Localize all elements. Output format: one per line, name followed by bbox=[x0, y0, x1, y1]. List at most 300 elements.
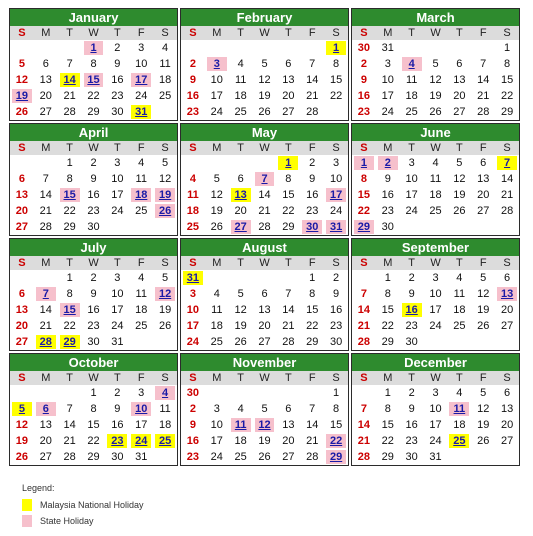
day-cell bbox=[58, 40, 82, 56]
day-number: 31 bbox=[329, 221, 343, 233]
day-cell bbox=[276, 72, 300, 88]
day-cell bbox=[424, 187, 448, 203]
state-holiday-day[interactable] bbox=[324, 449, 348, 465]
day-number: 31 bbox=[381, 42, 394, 54]
day-number: 22 bbox=[329, 90, 343, 102]
day-cell bbox=[276, 433, 300, 449]
week-row bbox=[352, 88, 519, 104]
day-cell bbox=[471, 417, 495, 433]
day-cell bbox=[34, 72, 58, 88]
week-row bbox=[181, 318, 348, 334]
week-row bbox=[352, 72, 519, 88]
day-cell bbox=[276, 270, 300, 286]
day-cell bbox=[34, 417, 58, 433]
day-number: 6 bbox=[237, 173, 244, 185]
weekday-label: T bbox=[237, 372, 245, 384]
day-cell bbox=[205, 433, 229, 449]
day-number: 14 bbox=[63, 419, 76, 431]
day-cell bbox=[229, 286, 253, 302]
national-holiday-day[interactable] bbox=[153, 433, 177, 449]
day-cell bbox=[276, 302, 300, 318]
weekday-label: T bbox=[66, 27, 74, 39]
weekday-label: T bbox=[456, 257, 463, 269]
day-number: 4 bbox=[189, 173, 196, 185]
day-number: 15 bbox=[63, 304, 76, 316]
day-cell bbox=[300, 171, 324, 187]
day-cell bbox=[300, 286, 324, 302]
day-cell bbox=[276, 401, 300, 417]
day-number: 9 bbox=[408, 403, 415, 415]
weekday-label: S bbox=[161, 27, 169, 39]
day-cell bbox=[10, 433, 34, 449]
state-holiday-day[interactable] bbox=[229, 417, 253, 433]
day-cell bbox=[424, 449, 448, 465]
day-number: 29 bbox=[87, 106, 100, 118]
national-holiday-day[interactable] bbox=[58, 334, 82, 350]
state-holiday-day[interactable] bbox=[153, 385, 177, 401]
week-row bbox=[181, 449, 348, 465]
day-cell bbox=[300, 318, 324, 334]
day-cell bbox=[105, 155, 129, 171]
day-cell bbox=[447, 104, 471, 120]
weekday-label: M bbox=[212, 27, 222, 39]
day-cell bbox=[471, 334, 495, 350]
national-holiday-day[interactable] bbox=[229, 187, 253, 203]
day-number: 6 bbox=[18, 173, 25, 185]
day-number: 19 bbox=[453, 189, 466, 201]
day-cell bbox=[82, 155, 106, 171]
day-number: 28 bbox=[477, 106, 490, 118]
day-cell bbox=[400, 449, 424, 465]
day-cell bbox=[153, 88, 177, 104]
day-number: 7 bbox=[42, 173, 49, 185]
legend-item-state bbox=[22, 513, 144, 529]
day-cell bbox=[471, 104, 495, 120]
weekday-header bbox=[352, 256, 519, 270]
state-holiday-day[interactable] bbox=[324, 187, 348, 203]
day-cell bbox=[10, 318, 34, 334]
day-cell bbox=[205, 88, 229, 104]
day-number: 24 bbox=[111, 320, 124, 332]
day-number: 24 bbox=[135, 435, 148, 447]
day-cell bbox=[129, 270, 153, 286]
day-cell bbox=[229, 72, 253, 88]
week-row bbox=[10, 302, 177, 318]
weekday-label: T bbox=[285, 372, 292, 384]
day-cell bbox=[105, 385, 129, 401]
day-number: 12 bbox=[453, 173, 466, 185]
day-cell bbox=[58, 270, 82, 286]
day-number: 11 bbox=[159, 58, 171, 70]
state-holiday-day[interactable] bbox=[153, 203, 177, 219]
day-number: 25 bbox=[405, 106, 418, 118]
weekday-label: S bbox=[360, 372, 368, 384]
day-number: 2 bbox=[189, 403, 196, 415]
day-number: 24 bbox=[186, 336, 200, 348]
month-april bbox=[9, 123, 178, 236]
weekday-label: F bbox=[137, 142, 145, 154]
week-row bbox=[181, 203, 348, 219]
day-number: 17 bbox=[405, 189, 418, 201]
day-number: 10 bbox=[135, 58, 148, 70]
day-number: 18 bbox=[405, 90, 418, 102]
day-number: 6 bbox=[18, 288, 25, 300]
day-cell bbox=[447, 40, 471, 56]
day-number: 23 bbox=[87, 320, 100, 332]
national-holiday-day[interactable] bbox=[181, 270, 205, 286]
day-number: 6 bbox=[285, 403, 292, 415]
day-cell bbox=[105, 401, 129, 417]
day-cell bbox=[205, 302, 229, 318]
day-number: 17 bbox=[429, 304, 442, 316]
day-number: 3 bbox=[408, 157, 415, 169]
day-number: 12 bbox=[258, 419, 271, 431]
day-cell bbox=[229, 401, 253, 417]
day-number: 12 bbox=[158, 288, 172, 300]
day-number: 10 bbox=[405, 173, 418, 185]
day-number: 20 bbox=[500, 419, 514, 431]
month-march bbox=[351, 8, 520, 121]
state-holiday-day[interactable] bbox=[229, 219, 253, 235]
day-cell bbox=[300, 302, 324, 318]
national-holiday-day[interactable] bbox=[495, 155, 519, 171]
month-title: December bbox=[352, 354, 519, 371]
day-cell bbox=[82, 433, 106, 449]
day-number: 23 bbox=[186, 451, 200, 463]
week-row bbox=[10, 56, 177, 72]
day-cell bbox=[324, 72, 348, 88]
day-number: 8 bbox=[309, 288, 316, 300]
day-cell bbox=[253, 187, 277, 203]
day-cell bbox=[129, 302, 153, 318]
day-number: 7 bbox=[261, 173, 268, 185]
state-holiday-day[interactable] bbox=[205, 56, 229, 72]
day-cell bbox=[300, 433, 324, 449]
day-cell bbox=[376, 56, 400, 72]
day-number: 5 bbox=[18, 403, 25, 415]
state-holiday-day[interactable] bbox=[153, 286, 177, 302]
day-cell bbox=[181, 385, 205, 401]
day-number: 15 bbox=[282, 189, 295, 201]
state-holiday-day[interactable] bbox=[352, 155, 376, 171]
day-cell bbox=[324, 270, 348, 286]
day-cell bbox=[205, 187, 229, 203]
day-number: 2 bbox=[309, 157, 316, 169]
day-cell bbox=[447, 155, 471, 171]
legend-title: Legend: bbox=[22, 483, 55, 493]
day-cell bbox=[300, 72, 324, 88]
day-number: 15 bbox=[357, 189, 371, 201]
national-holiday-day[interactable] bbox=[400, 302, 424, 318]
day-number: 23 bbox=[111, 90, 124, 102]
day-number: 12 bbox=[429, 74, 442, 86]
day-cell bbox=[400, 286, 424, 302]
state-holiday-day[interactable] bbox=[10, 88, 34, 104]
day-cell bbox=[276, 318, 300, 334]
day-number: 13 bbox=[282, 74, 295, 86]
day-cell bbox=[205, 286, 229, 302]
weekday-label: W bbox=[88, 372, 99, 384]
day-cell bbox=[34, 187, 58, 203]
day-number: 20 bbox=[15, 205, 29, 217]
day-number: 24 bbox=[381, 106, 394, 118]
state-holiday-day[interactable] bbox=[253, 417, 277, 433]
day-number: 10 bbox=[329, 173, 343, 185]
day-number: 26 bbox=[15, 451, 29, 463]
day-cell bbox=[58, 286, 82, 302]
weekday-label: T bbox=[66, 142, 74, 154]
month-title: November bbox=[181, 354, 348, 371]
state-holiday-day[interactable] bbox=[447, 401, 471, 417]
month-october bbox=[9, 353, 178, 466]
day-cell bbox=[229, 171, 253, 187]
day-number: 16 bbox=[87, 189, 100, 201]
day-cell bbox=[495, 449, 519, 465]
day-number: 7 bbox=[504, 157, 511, 169]
day-cell bbox=[471, 449, 495, 465]
day-number: 10 bbox=[186, 304, 200, 316]
day-cell bbox=[229, 270, 253, 286]
day-cell bbox=[181, 334, 205, 350]
day-number: 9 bbox=[114, 58, 121, 70]
day-number: 23 bbox=[111, 435, 124, 447]
day-cell bbox=[105, 449, 129, 465]
day-number: 25 bbox=[234, 106, 247, 118]
day-cell bbox=[10, 334, 34, 350]
national-holiday-day[interactable] bbox=[129, 433, 153, 449]
week-row bbox=[10, 270, 177, 286]
weekday-label: T bbox=[66, 257, 74, 269]
day-cell bbox=[129, 203, 153, 219]
day-cell bbox=[181, 203, 205, 219]
weekday-label: M bbox=[212, 372, 222, 384]
day-cell bbox=[400, 187, 424, 203]
day-cell bbox=[10, 449, 34, 465]
national-holiday-day[interactable] bbox=[58, 72, 82, 88]
day-cell bbox=[276, 334, 300, 350]
weekday-label: T bbox=[285, 142, 292, 154]
day-number: 23 bbox=[186, 106, 200, 118]
state-holiday-day[interactable] bbox=[129, 72, 153, 88]
day-number: 26 bbox=[158, 320, 172, 332]
day-number: 9 bbox=[189, 419, 196, 431]
state-holiday-day[interactable] bbox=[58, 302, 82, 318]
day-number: 4 bbox=[213, 288, 220, 300]
day-number: 17 bbox=[210, 90, 223, 102]
state-holiday-day[interactable] bbox=[58, 187, 82, 203]
day-number: 14 bbox=[306, 74, 319, 86]
day-cell bbox=[400, 203, 424, 219]
day-number: 1 bbox=[504, 42, 511, 54]
day-cell bbox=[400, 433, 424, 449]
day-number: 10 bbox=[210, 74, 223, 86]
day-cell bbox=[376, 318, 400, 334]
week-row bbox=[181, 104, 348, 120]
day-cell bbox=[495, 88, 519, 104]
state-holiday-day[interactable] bbox=[129, 187, 153, 203]
state-holiday-day[interactable] bbox=[82, 72, 106, 88]
day-number: 27 bbox=[282, 106, 295, 118]
day-cell bbox=[10, 72, 34, 88]
week-row bbox=[10, 385, 177, 401]
state-holiday-day[interactable] bbox=[82, 40, 106, 56]
day-number: 4 bbox=[432, 157, 439, 169]
weekday-label: S bbox=[161, 257, 169, 269]
day-cell bbox=[424, 318, 448, 334]
day-number: 19 bbox=[234, 320, 247, 332]
day-cell bbox=[153, 334, 177, 350]
day-cell bbox=[105, 270, 129, 286]
weekday-label: T bbox=[114, 27, 121, 39]
day-number: 24 bbox=[329, 205, 343, 217]
day-number: 24 bbox=[210, 106, 223, 118]
day-number: 19 bbox=[15, 90, 29, 102]
day-cell bbox=[376, 171, 400, 187]
day-number: 14 bbox=[477, 74, 490, 86]
day-cell bbox=[105, 219, 129, 235]
day-cell bbox=[129, 56, 153, 72]
state-holiday-day[interactable] bbox=[324, 433, 348, 449]
weekday-label: F bbox=[308, 257, 316, 269]
weekday-label: T bbox=[237, 27, 245, 39]
state-holiday-day[interactable] bbox=[153, 187, 177, 203]
day-cell bbox=[34, 433, 58, 449]
weekday-label: S bbox=[503, 142, 511, 154]
day-cell bbox=[376, 270, 400, 286]
day-cell bbox=[300, 417, 324, 433]
day-number: 2 bbox=[114, 387, 121, 399]
day-number: 18 bbox=[158, 419, 172, 431]
day-number: 22 bbox=[381, 320, 394, 332]
day-cell bbox=[324, 417, 348, 433]
weekday-label: S bbox=[360, 257, 368, 269]
state-holiday-day[interactable] bbox=[129, 401, 153, 417]
day-cell bbox=[10, 56, 34, 72]
day-number: 27 bbox=[15, 221, 29, 233]
day-number: 4 bbox=[456, 272, 463, 284]
day-number: 18 bbox=[234, 435, 247, 447]
day-number: 15 bbox=[381, 304, 394, 316]
day-number: 15 bbox=[87, 74, 100, 86]
state-holiday-day[interactable] bbox=[400, 56, 424, 72]
day-cell bbox=[105, 40, 129, 56]
state-holiday-day[interactable] bbox=[253, 171, 277, 187]
day-number: 18 bbox=[453, 419, 466, 431]
day-cell bbox=[424, 417, 448, 433]
day-number: 11 bbox=[405, 74, 418, 86]
day-number: 26 bbox=[477, 435, 490, 447]
state-holiday-day[interactable] bbox=[324, 219, 348, 235]
week-row bbox=[10, 219, 177, 235]
day-cell bbox=[82, 417, 106, 433]
day-number: 21 bbox=[357, 320, 371, 332]
national-holiday-day[interactable] bbox=[105, 433, 129, 449]
day-number: 8 bbox=[285, 173, 292, 185]
state-holiday-day[interactable] bbox=[34, 401, 58, 417]
day-cell bbox=[82, 449, 106, 465]
day-cell bbox=[205, 270, 229, 286]
state-holiday-day[interactable] bbox=[495, 286, 519, 302]
day-number: 16 bbox=[405, 419, 418, 431]
day-cell bbox=[253, 40, 277, 56]
national-holiday-day[interactable] bbox=[10, 401, 34, 417]
state-holiday-day[interactable] bbox=[34, 286, 58, 302]
day-cell bbox=[129, 219, 153, 235]
day-cell bbox=[229, 334, 253, 350]
week-row bbox=[10, 286, 177, 302]
day-number: 25 bbox=[186, 221, 200, 233]
national-holiday-swatch bbox=[22, 499, 32, 511]
day-cell bbox=[424, 171, 448, 187]
weekday-label: S bbox=[503, 27, 511, 39]
legend-item-national bbox=[22, 497, 144, 513]
day-cell bbox=[58, 401, 82, 417]
day-number: 20 bbox=[15, 320, 29, 332]
day-number: 17 bbox=[111, 304, 124, 316]
national-holiday-day[interactable] bbox=[276, 155, 300, 171]
day-cell bbox=[447, 56, 471, 72]
weekday-label: T bbox=[114, 142, 121, 154]
week-row bbox=[10, 417, 177, 433]
day-number: 17 bbox=[429, 419, 442, 431]
weekday-label: S bbox=[332, 372, 340, 384]
day-number: 1 bbox=[333, 387, 340, 399]
weekday-label: W bbox=[259, 27, 270, 39]
week-row bbox=[181, 286, 348, 302]
week-row bbox=[10, 449, 177, 465]
day-cell bbox=[471, 203, 495, 219]
day-number: 28 bbox=[306, 451, 319, 463]
day-number: 6 bbox=[285, 58, 292, 70]
national-holiday-day[interactable] bbox=[34, 334, 58, 350]
weekday-label: M bbox=[212, 142, 222, 154]
weekday-label: T bbox=[408, 372, 416, 384]
day-number: 22 bbox=[357, 205, 371, 217]
state-holiday-day[interactable] bbox=[376, 155, 400, 171]
state-holiday-day[interactable] bbox=[300, 219, 324, 235]
day-cell bbox=[424, 385, 448, 401]
national-holiday-day[interactable] bbox=[129, 104, 153, 120]
day-cell bbox=[10, 385, 34, 401]
day-cell bbox=[424, 203, 448, 219]
national-holiday-day[interactable] bbox=[324, 40, 348, 56]
day-number: 29 bbox=[282, 221, 295, 233]
day-cell bbox=[424, 155, 448, 171]
day-cell bbox=[400, 40, 424, 56]
national-holiday-day[interactable] bbox=[447, 433, 471, 449]
month-title: May bbox=[181, 124, 348, 141]
day-number: 3 bbox=[432, 387, 439, 399]
weekday-header bbox=[181, 26, 348, 40]
day-number: 8 bbox=[504, 58, 511, 70]
day-cell bbox=[153, 104, 177, 120]
day-number: 15 bbox=[500, 74, 514, 86]
weekday-label: S bbox=[332, 257, 340, 269]
state-holiday-day[interactable] bbox=[352, 219, 376, 235]
day-number: 6 bbox=[504, 387, 511, 399]
day-number: 8 bbox=[66, 288, 73, 300]
day-number: 21 bbox=[477, 90, 490, 102]
day-cell bbox=[447, 286, 471, 302]
weekday-header bbox=[352, 371, 519, 385]
day-cell bbox=[58, 417, 82, 433]
day-number: 23 bbox=[405, 435, 418, 447]
day-number: 20 bbox=[282, 90, 295, 102]
day-cell bbox=[105, 302, 129, 318]
day-number: 2 bbox=[384, 157, 391, 169]
weekday-header bbox=[352, 141, 519, 155]
weekday-label: T bbox=[456, 372, 463, 384]
